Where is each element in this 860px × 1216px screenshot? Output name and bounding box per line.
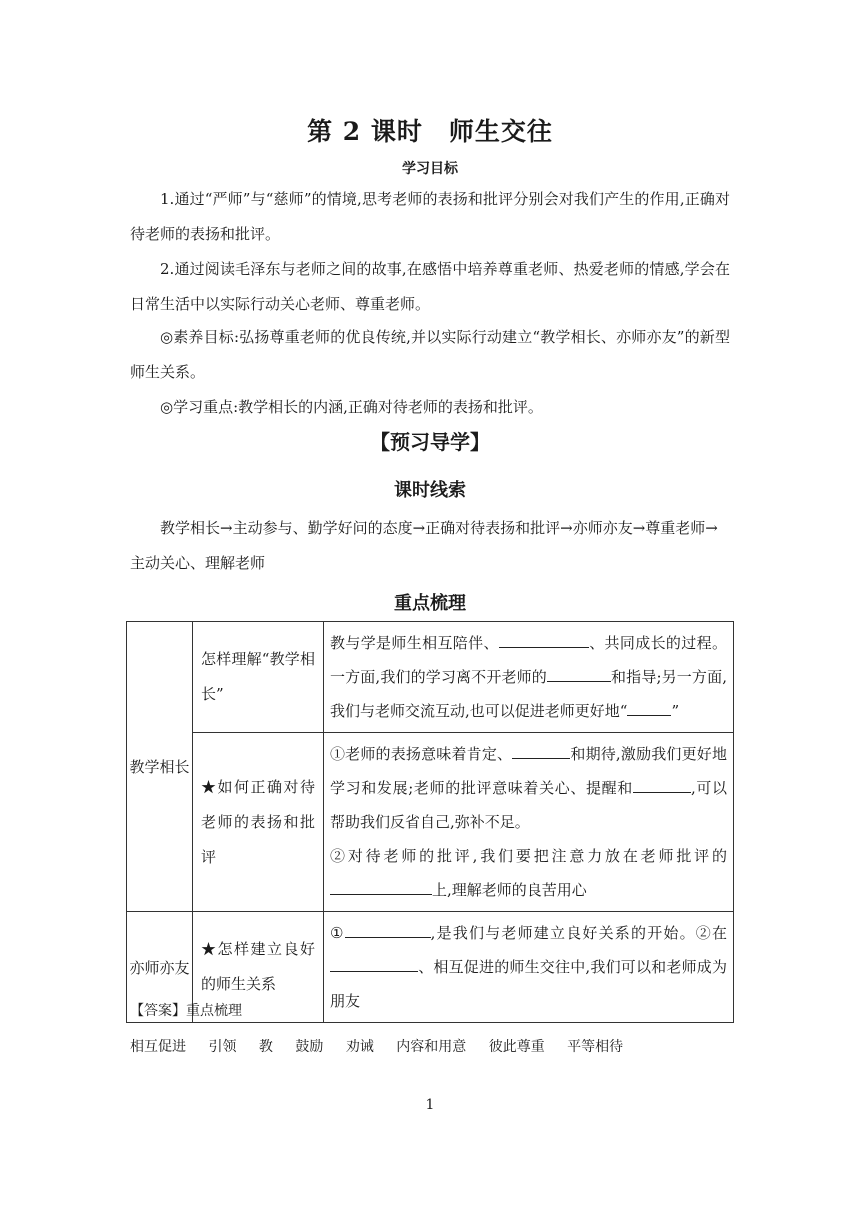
answer-item: 相互促进 — [130, 1039, 186, 1055]
answer-text: 、相互促进的师生交往中,我们可以和老师成为朋友 — [330, 958, 727, 1010]
section-clue-heading: 课时线索 — [394, 480, 466, 501]
fill-blank — [633, 774, 691, 793]
fill-blank — [330, 876, 432, 895]
question-cell: ★如何正确对待老师的表扬和批评 — [193, 733, 324, 912]
answer-text: 、共同成长的过程。一方面,我们的学习离不开老师的 — [330, 634, 727, 686]
objective-1: 1.通过“严师”与“慈师”的情境,思考老师的表扬和批评分别会对我们产生的作用,正确对待老师的表扬和批评。 — [130, 190, 730, 243]
answer-heading: 【答案】重点梳理 — [130, 1003, 242, 1019]
objectives-heading: 学习目标 — [402, 161, 458, 177]
lesson-title: 第 2 课时 师生交往 — [307, 117, 553, 146]
answer-cell — [324, 912, 734, 1023]
answer-text: ① — [330, 924, 345, 942]
fill-blank — [627, 697, 671, 716]
answer-text: ” — [671, 702, 680, 720]
fill-blank — [512, 740, 570, 759]
fill-blank — [345, 919, 431, 938]
group-label: 亦师亦友 — [127, 912, 193, 1023]
fill-blank — [330, 953, 418, 972]
answer-item: 引领 — [208, 1039, 237, 1055]
answer-text: ①老师的表扬意味着肯定、 — [330, 745, 513, 763]
key-points-table — [126, 621, 734, 1023]
answer-text: ,可以帮助我们反省自己,弥补不足。 — [330, 779, 727, 831]
section-key-heading: 重点梳理 — [394, 593, 466, 614]
answer-item: 平等相待 — [567, 1039, 624, 1055]
answer-text: ,是我们与老师建立良好关系的开始。②在 — [430, 924, 727, 942]
group-label: 教学相长 — [127, 622, 193, 912]
table-row — [127, 622, 734, 733]
clue-text: 教学相长→主动参与、勤学好问的态度→正确对待表扬和批评→亦师亦友→尊重老师→主动关心、理解老师 — [130, 519, 718, 572]
answer-item: 劝诫 — [345, 1039, 374, 1055]
page-number: 1 — [425, 1097, 435, 1113]
question-cell: 怎样理解“教学相长” — [193, 622, 324, 733]
answer-text: 教与学是师生相互陪伴、 — [330, 634, 499, 652]
fill-blank — [547, 663, 611, 682]
answer-cell — [324, 733, 734, 912]
answer-text: 上,理解老师的良苦用心 — [432, 881, 587, 899]
objective-focus: ◎学习重点:教学相长的内涵,正确对待老师的表扬和批评。 — [160, 398, 543, 416]
table-row — [127, 733, 734, 912]
answer-text: ②对待老师的批评,我们要把注意力放在老师批评的 — [330, 847, 727, 865]
answer-cell — [324, 622, 734, 733]
fill-blank — [499, 629, 589, 648]
answer-item: 教 — [258, 1039, 273, 1055]
answer-text: 和期待,激励我们更好地学习和发展;老师的批评意味着关心、提醒和 — [330, 745, 727, 797]
question-cell: ★怎样建立良好的师生关系 — [193, 912, 324, 1023]
answer-item: 内容和用意 — [396, 1039, 467, 1055]
answer-list — [130, 1036, 641, 1056]
objective-literacy: ◎素养目标:弘扬尊重老师的优良传统,并以实际行动建立“教学相长、亦师亦友”的新型师生关系。 — [130, 328, 730, 381]
objective-2: 2.通过阅读毛泽东与老师之间的故事,在感悟中培养尊重老师、热爱老师的情感,学会在日常生活中以实际行动关心老师、尊重老师。 — [130, 260, 730, 313]
answer-text: 和指导;另一方面,我们与老师交流互动,也可以促进老师更好地“ — [330, 668, 727, 720]
answer-item: 彼此尊重 — [488, 1039, 545, 1055]
section-preview-heading: 【预习导学】 — [370, 430, 490, 454]
answer-item: 鼓励 — [295, 1039, 324, 1055]
